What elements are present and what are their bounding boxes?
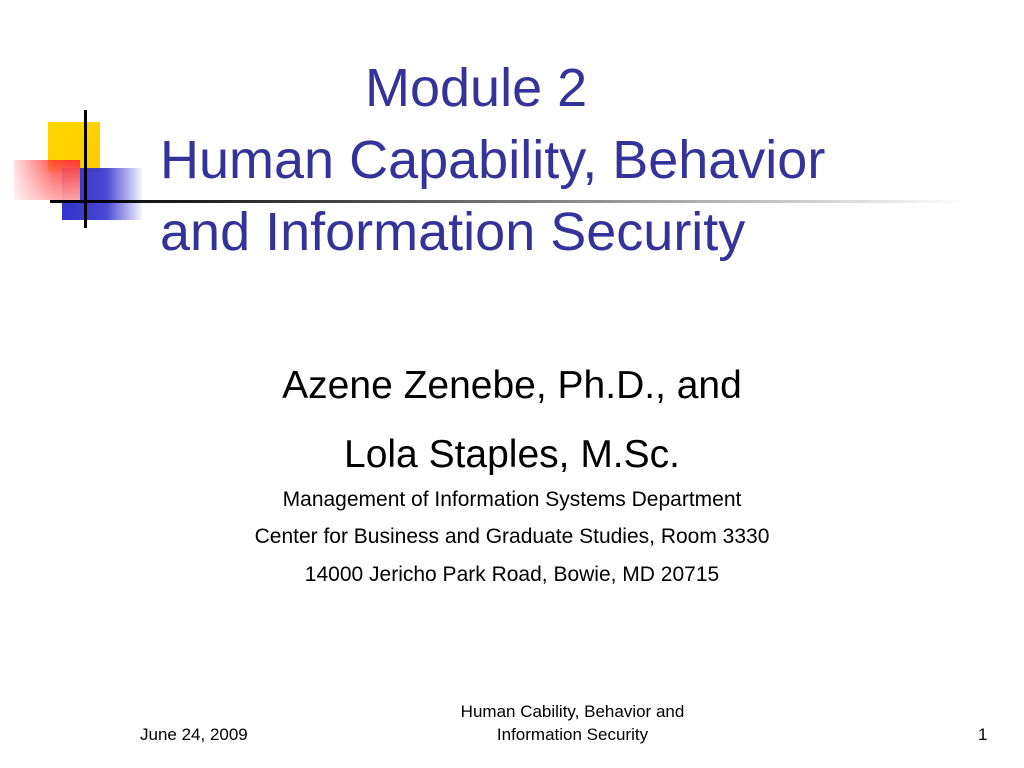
footer-title — [400, 700, 745, 746]
title-line-module: Module 2 — [365, 58, 588, 118]
footer-title-line-1: Human Cability, Behavior and — [460, 702, 685, 721]
title-line-topic: Human Capability, Behavior — [160, 130, 826, 190]
address-text: 14000 Jericho Park Road, Bowie, MD 20715 — [304, 563, 720, 586]
footer-date: June 24, 2009 — [140, 725, 248, 744]
footer-title-line-2: Information Security — [496, 725, 649, 744]
title-line-topic-continued: and Information Security — [160, 202, 746, 262]
author-primary: Azene Zenebe, Ph.D., and — [282, 364, 742, 407]
slide-title — [160, 52, 1010, 268]
author-secondary: Lola Staples, M.Sc. — [344, 433, 680, 476]
logo-vertical-line — [84, 110, 87, 228]
center-room-text: Center for Business and Graduate Studies, Room 3330 — [254, 525, 770, 548]
slide-number: 1 — [978, 725, 988, 744]
department-text: Management of Information Systems Department — [282, 488, 742, 511]
